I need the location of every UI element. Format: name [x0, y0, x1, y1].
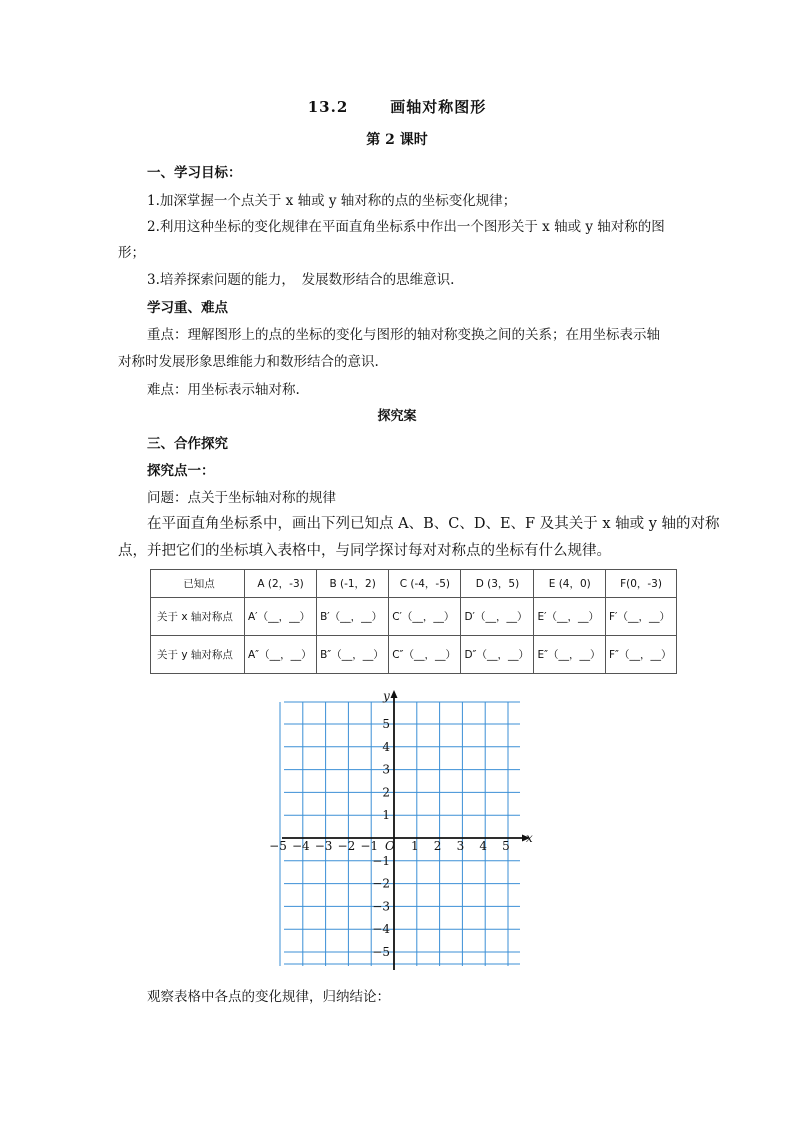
x-tick-label: −1: [360, 839, 379, 853]
difficult-point: 难点：用坐标表示轴对称.: [147, 382, 300, 398]
table-header-row: [151, 570, 677, 598]
y-tick-label: −2: [372, 876, 390, 891]
objective-3: 3.培养探索问题的能力， 发展数形结合的思维意识.: [147, 272, 455, 288]
explore-section: 三、合作探究: [147, 436, 228, 452]
x-tick-label: 3: [456, 839, 465, 853]
y-axis-arrow: [391, 690, 398, 698]
x-axis-label: x: [526, 831, 533, 845]
table-cell: D″（__，__）: [461, 636, 534, 674]
explore-desc-1: 在平面直角坐标系中，画出下列已知点 A、B、C、D、E、F 及其关于 x 轴或 y 轴的对称: [147, 516, 720, 532]
origin-label: O: [385, 839, 395, 853]
y-tick-label: 3: [382, 762, 390, 777]
x-tick-label: −3: [314, 839, 333, 853]
x-tick-label: 2: [433, 839, 442, 853]
y-tick-label: −4: [372, 922, 390, 937]
explore-heading: 探究案: [377, 409, 417, 424]
x-tick-label: −4: [291, 839, 310, 853]
x-tick-label: 1: [410, 839, 419, 853]
table-row: [151, 598, 677, 636]
table-cell: A″（__，__）: [245, 636, 317, 674]
page-subtitle: 第 2 课时: [366, 132, 428, 148]
y-tick-label: −1: [372, 853, 390, 868]
table-cell: 关于 y 轴对称点: [151, 636, 245, 674]
y-axis-label: y: [383, 689, 390, 703]
x-tick-label: 4: [479, 839, 488, 853]
title-text: 画轴对称图形: [390, 98, 487, 116]
x-tick-label: 5: [502, 839, 510, 853]
section-number: 13.2: [307, 98, 349, 116]
table-cell: E′（__，__）: [534, 598, 606, 636]
table-cell: B′（__，__）: [317, 598, 389, 636]
objective-1: 1.加深掌握一个点关于 x 轴或 y 轴对称的点的坐标变化规律；: [147, 193, 517, 209]
key-point-line1: 重点：理解图形上的点的坐标的变化与图形的轴对称变换之间的关系；在用坐标表示轴: [147, 327, 660, 343]
objective-2: 2.利用这种坐标的变化规律在平面直角坐标系中作出一个图形关于 x 轴或 y 轴对称的图: [147, 219, 665, 235]
page-title: [0, 96, 794, 117]
y-tick-label: 5: [382, 717, 390, 731]
table-cell: 关于 x 轴对称点: [151, 598, 245, 636]
table-cell: A (2，-3): [245, 570, 317, 598]
table-cell: F″（__，__）: [606, 636, 677, 674]
explore-question: 问题：点关于坐标轴对称的规律: [147, 490, 336, 506]
y-tick-label: −5: [372, 945, 390, 959]
keypoints-heading: 学习重、难点: [147, 300, 228, 316]
coordinate-grid-svg: [269, 688, 535, 973]
table-cell: F′（__，__）: [606, 598, 677, 636]
table-cell: C′（__，__）: [389, 598, 461, 636]
y-tick-label: 4: [382, 739, 390, 754]
objectives-heading: 一、学习目标：: [147, 165, 242, 181]
table-cell: E (4，0): [534, 570, 606, 598]
table-cell: F(0，-3): [606, 570, 677, 598]
footer-conclusion: 观察表格中各点的变化规律，归纳结论：: [147, 989, 390, 1005]
table-cell: D (3，5): [461, 570, 534, 598]
key-point-line2: 对称时发展形象思维能力和数形结合的意识.: [118, 354, 379, 370]
table-row: [151, 636, 677, 674]
table-cell: B (-1，2): [317, 570, 389, 598]
x-tick-label: −5: [269, 839, 287, 853]
x-tick-label: −2: [337, 839, 356, 853]
coordinate-grid: [269, 688, 535, 977]
table-cell: B″（__，__）: [317, 636, 389, 674]
table-cell: 已知点: [151, 570, 245, 598]
table-cell: A′（__，__）: [245, 598, 317, 636]
table-cell: D′（__，__）: [461, 598, 534, 636]
y-tick-label: −3: [372, 899, 390, 914]
y-tick-label: 1: [382, 808, 390, 823]
table-cell: C (-4，-5): [389, 570, 461, 598]
explore-desc-2: 点，并把它们的坐标填入表格中，与同学探讨每对对称点的坐标有什么规律。: [118, 543, 611, 559]
coordinates-table: [150, 569, 677, 674]
table-cell: E″（__，__）: [534, 636, 606, 674]
explore-point: 探究点一：: [147, 463, 215, 479]
table-cell: C″（__，__）: [389, 636, 461, 674]
y-tick-label: 2: [382, 785, 390, 800]
objective-2-cont: 形；: [118, 245, 145, 261]
